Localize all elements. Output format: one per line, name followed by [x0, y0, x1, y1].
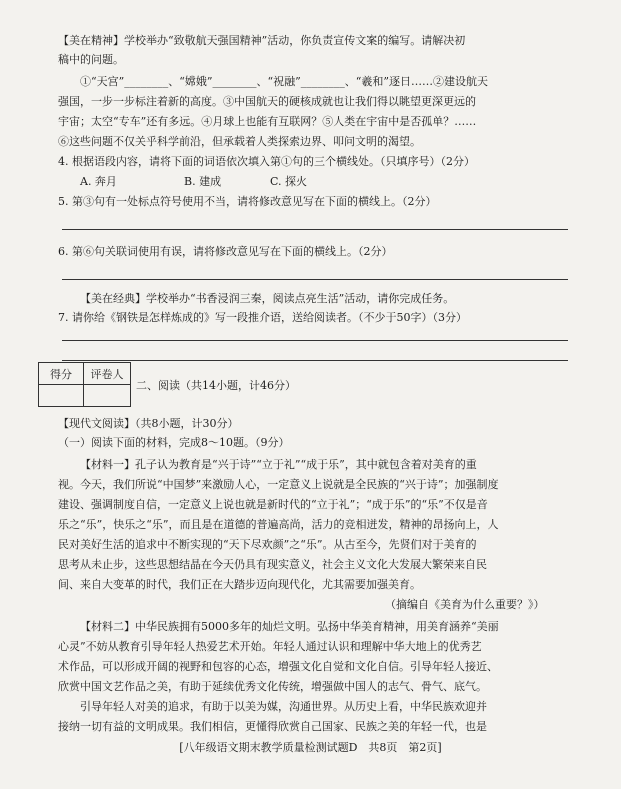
- material-one-line: 【材料一】孔子认为教育是“兴于诗”“立于礼”“成于乐”，其中就包含着对美育的重: [80, 458, 477, 471]
- option-a: A. 奔月: [80, 175, 117, 188]
- grader-box[interactable]: [84, 385, 131, 407]
- material-one-line: 视。今天，我们所说“中国梦”来激励人心，一定意义上说就是全民族的“兴于诗”；加强制度: [58, 478, 499, 491]
- passage-line: 强国，一步一步标注着新的高度。③中国航天的硬核成就也让我们得以眺望更深更远的: [58, 95, 476, 108]
- material-one-line: 乐之“乐”，快乐之“乐”，而且是在道德的普遍高尚，活力的竞相迸发，精神的昂扬向上，人: [58, 518, 499, 531]
- question-6: 6. 第⑥句关联词使用有误，请将修改意见写在下面的横线上。（2分）: [58, 245, 393, 258]
- passage-line: ⑥这些问题不仅关乎科学前沿，但承载着人类探索边界、叩问文明的渴望。: [58, 135, 421, 148]
- material-one-line: 间、来自大变革的时代，我们正在大踏步迈向现代化，尤其需要加强美育。: [58, 578, 421, 591]
- score-box[interactable]: [39, 385, 84, 407]
- material-two-line: 引导年轻人对美的追求，有助于以美为媒，沟通世界。从历史上看，中华民族欢迎并: [80, 700, 487, 713]
- material-one-line: 思考从未止步，这些思想结晶在今天仍具有现实意义，社会主义文化大发展大繁荣来自民: [58, 558, 487, 571]
- option-c: C. 探火: [270, 175, 308, 188]
- answer-line-7a[interactable]: [62, 340, 568, 341]
- answer-line-7b[interactable]: [62, 360, 568, 361]
- page-footer: [八年级语文期末教学质量检测试题D 共8页 第2页]: [179, 741, 442, 754]
- modern-reading-heading: 【现代文阅读】（共8小题，计30分）: [58, 417, 239, 430]
- material-two-line: 欣赏中国文艺作品之美，有助于延续优秀文化传统，增强做中国人的志气、骨气、底气。: [58, 680, 487, 693]
- answer-line-5[interactable]: [62, 229, 568, 230]
- reading-section-title: 二、阅读（共14小题，计46分）: [136, 379, 296, 392]
- material-one-line: 建设、强调制度自信，一定意义上说也就是新时代的“立于礼”；“成于乐”的“乐”不仅是音: [58, 498, 488, 511]
- material-two-line: 术作品，可以形成开阔的视野和包容的心态，增强文化自觉和文化自信。引导年轻人接近、: [58, 660, 498, 673]
- material-two-line: 心灵”不妨从教育引导年轻人热爱艺术开始。年轻人通过认识和理解中华大地上的优秀艺: [58, 640, 482, 653]
- answer-line-6[interactable]: [62, 279, 568, 280]
- material-two-line: 【材料二】中华民族拥有5000多年的灿烂文明。弘扬中华美育精神，用美育涵养“美丽: [80, 620, 499, 633]
- question-4: 4. 根据语段内容，请将下面的词语依次填入第①句的三个横线处。（只填序号）（2分）: [58, 155, 475, 168]
- option-b: B. 建成: [184, 175, 222, 188]
- grader-label: 评卷人: [84, 363, 131, 385]
- passage-line: 宇宙；太空“专车”还有多远。④月球上也能有互联网？⑤人类在宇宙中是否孤单？……: [58, 115, 477, 128]
- source-citation: （摘编自《美育为什么重要？》）: [385, 598, 545, 611]
- score-label: 得分: [39, 363, 84, 385]
- section-classic: 【美在经典】学校举办“书香浸润三秦，阅读点亮生活”活动，请你完成任务。: [80, 292, 455, 305]
- material-two-line: 接纳一切有益的文明成果。我们相信，更懂得欣赏自己国家、民族之美的年轻一代，也是: [58, 720, 487, 733]
- reading-instruction: （一）阅读下面的材料，完成8～10题。（9分）: [58, 436, 290, 449]
- material-one-line: 民对美好生活的追求中不断实现的“天下尽欢颜”之“乐”。从古至今，先贤们对于美育的: [58, 538, 477, 551]
- passage-line: ①“天宫”________、“嫦娥”________、“祝融”________、“羲和”逐日……②建设航天: [80, 75, 488, 88]
- score-table: [38, 362, 131, 407]
- section-intro: 【美在精神】学校举办“致敬航天强国精神”活动，你负责宣传文案的编写。请解决初: [58, 34, 466, 47]
- question-5: 5. 第③句有一处标点符号使用不当，请将修改意见写在下面的横线上。（2分）: [58, 195, 437, 208]
- section-intro-cont: 稿中的问题。: [58, 53, 124, 66]
- question-7: 7. 请你给《钢铁是怎样炼成的》写一段推介语，送给阅读者。（不少于50字）（3分）: [58, 311, 467, 324]
